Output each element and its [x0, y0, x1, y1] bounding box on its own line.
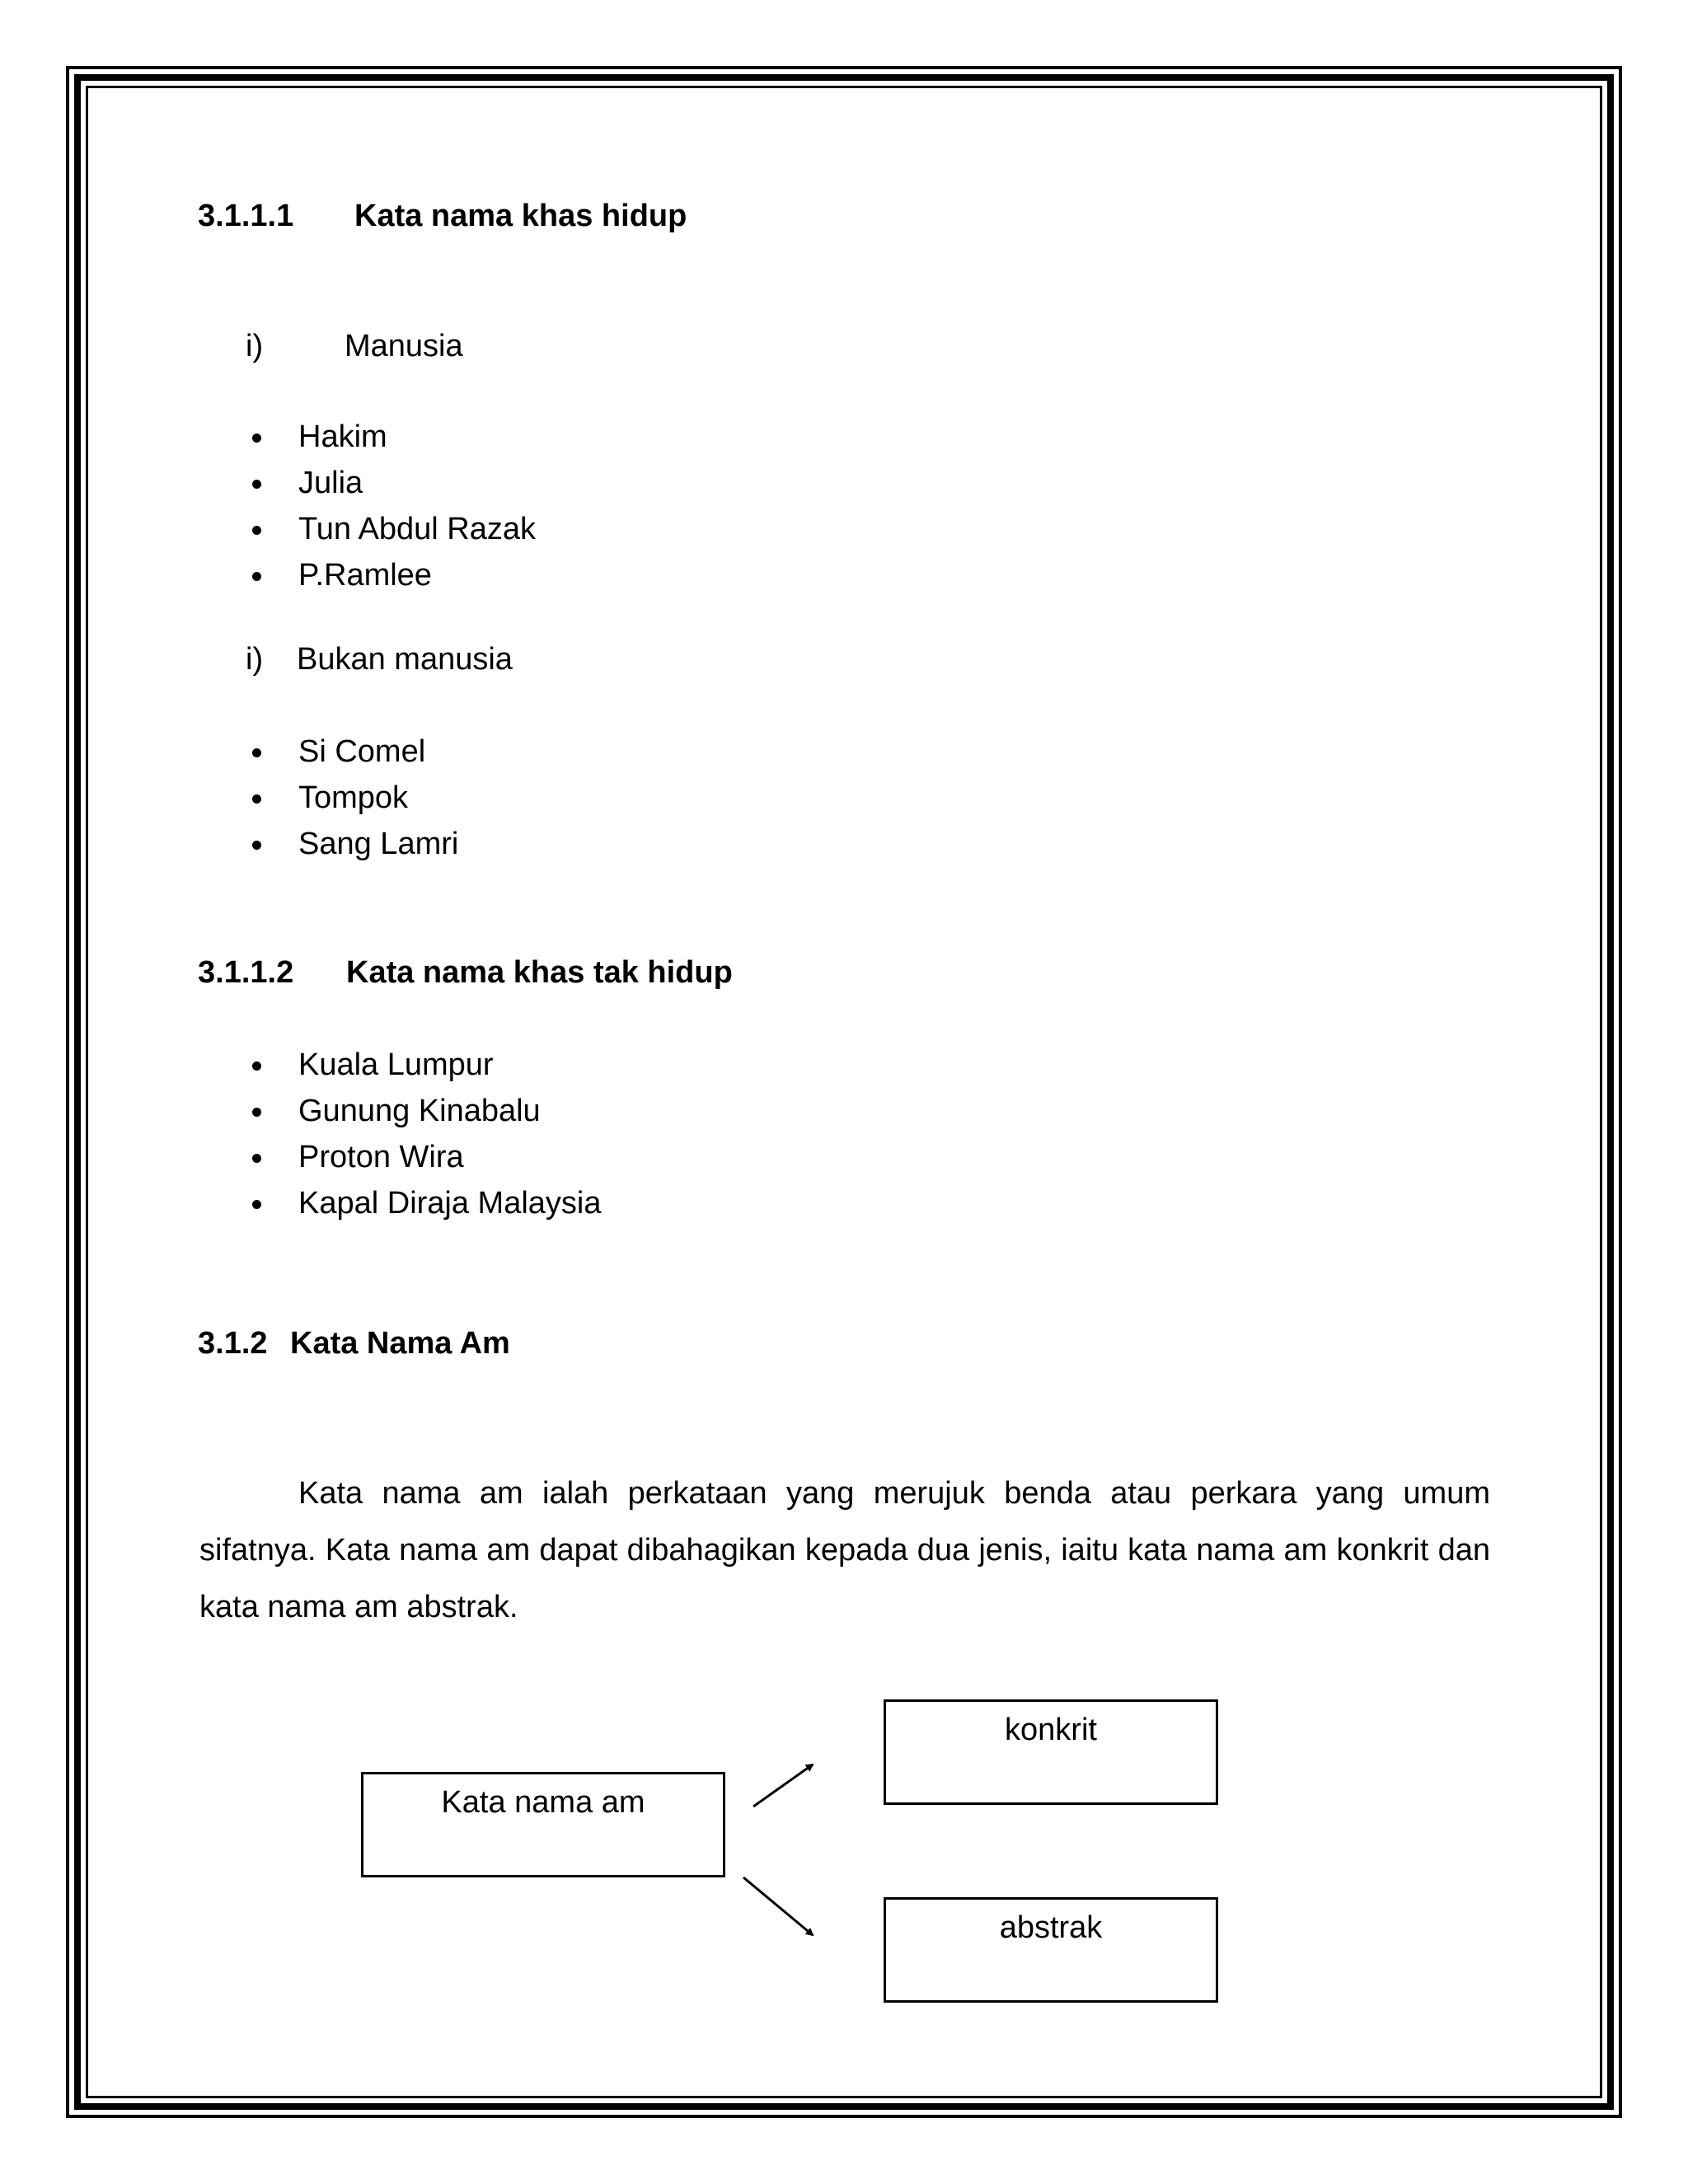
subsection-marker: i): [246, 329, 264, 363]
list-item: Proton Wira: [247, 1134, 602, 1180]
subsection-label: Manusia: [345, 329, 463, 363]
arrow-to-konkrit: [753, 1765, 813, 1807]
section-number: 3.1.1.2: [198, 955, 294, 990]
diagram-box-label: konkrit: [1005, 1713, 1097, 1747]
list-item: Gunung Kinabalu: [247, 1088, 602, 1134]
list-item: P.Ramlee: [247, 552, 536, 598]
section-title: Kata Nama Am: [290, 1326, 510, 1361]
diagram-box-label: abstrak: [999, 1910, 1103, 1945]
list-item: Kapal Diraja Malaysia: [247, 1180, 602, 1226]
section-number: 3.1.2: [198, 1326, 268, 1361]
diagram-box-label: Kata nama am: [441, 1785, 645, 1820]
section-title: Kata nama khas tak hidup: [346, 955, 733, 990]
list-item: Hakim: [247, 414, 536, 460]
section-title: Kata nama khas hidup: [354, 199, 687, 233]
list-item: Tun Abdul Razak: [247, 506, 536, 552]
section-number: 3.1.1.1: [198, 199, 294, 233]
subsection-label: Bukan manusia: [297, 642, 513, 677]
list-item: Si Comel: [247, 729, 458, 775]
list-item: Sang Lamri: [247, 821, 458, 867]
list-item: Kuala Lumpur: [247, 1042, 602, 1088]
body-paragraph: Kata nama am ialah perkataan yang merujuk benda atau perkara yang umum sifatnya. Kata nama am dapat dibahagikan kepada dua jenis, iaitu kata nama am konkrit dan kata nama am abstrak.: [199, 1476, 1490, 1624]
subsection-marker: i): [246, 642, 264, 677]
arrow-to-abstrak: [743, 1877, 813, 1935]
list-item: Tompok: [247, 775, 458, 821]
list-item: Julia: [247, 460, 536, 506]
